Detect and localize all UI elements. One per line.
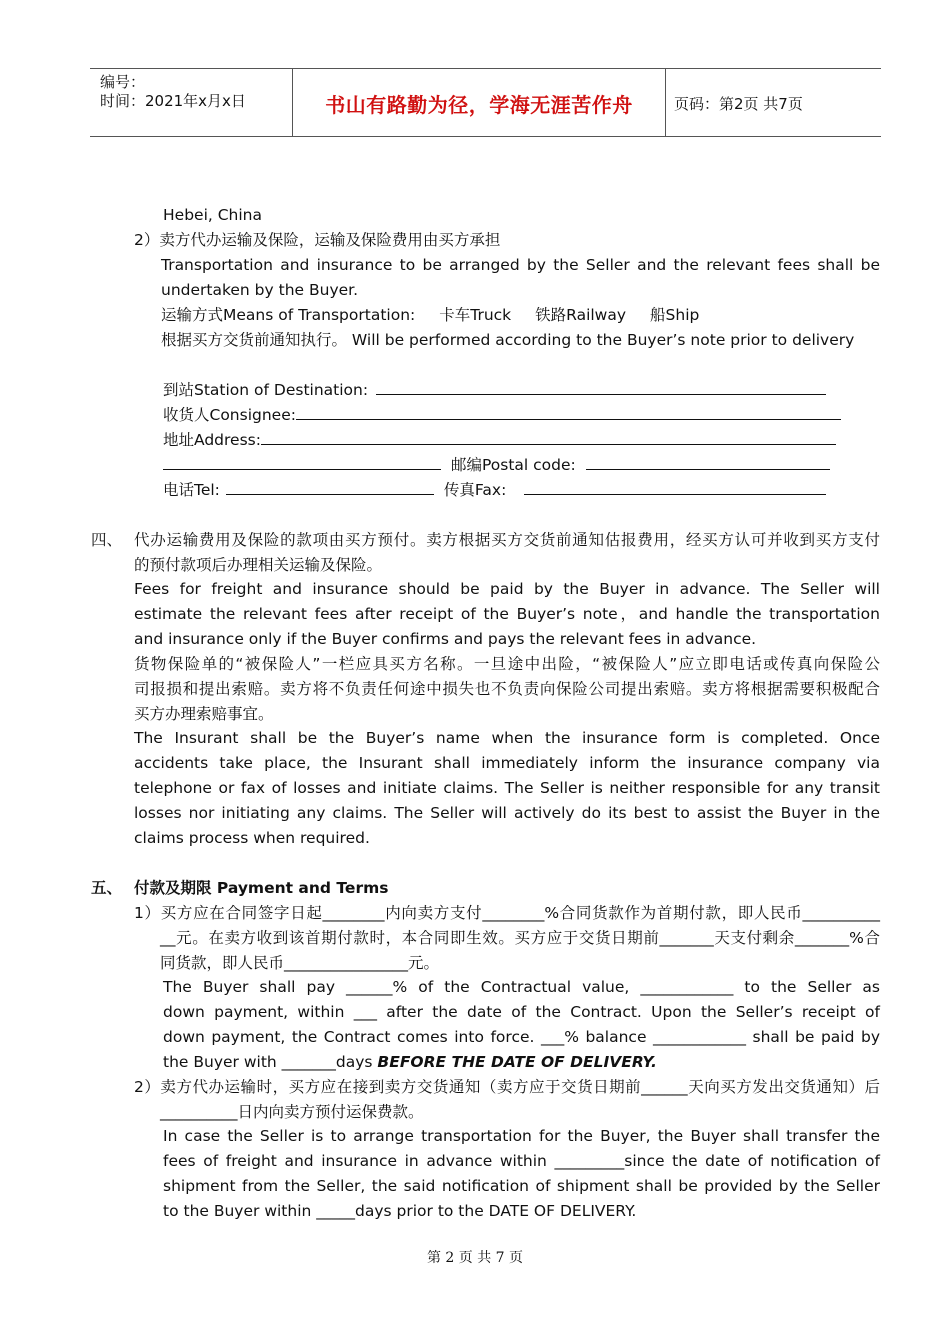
address-label: 地址Address:: [163, 431, 261, 449]
sec4-en-4: The Insurant shall be the Buyer’s name when the insurance form is completed. Once: [134, 729, 880, 747]
tel-blank[interactable]: [226, 480, 434, 495]
sec4-cn-2: 的预付款项后办理相关运输及保险。: [134, 556, 383, 574]
sec5-i2-cn-2: __________日内向卖方预付运保费款。: [160, 1103, 424, 1121]
motto: 书山有路勤为径，学海无涯苦作舟: [325, 93, 633, 117]
fax-blank[interactable]: [524, 480, 826, 495]
option-ship[interactable]: 船Ship: [650, 306, 700, 324]
tel-fax-field: [163, 480, 826, 500]
time-label: 时间：2021年x月x日: [100, 92, 246, 110]
sec5-i1-en-4-emphasis: BEFORE THE DATE OF DELIVERY.: [377, 1053, 657, 1071]
means-label: 运输方式Means of Transportation:: [161, 306, 416, 324]
station-label: 到站Station of Destination:: [163, 381, 369, 399]
sec5-i2-en-1: In case the Seller is to arrange transportation for the Buyer, the Buyer shall transfer the: [163, 1127, 880, 1145]
page-footer: 第 2 页 共 7 页: [426, 1250, 524, 1266]
station-blank[interactable]: [376, 380, 826, 395]
sec4-en-8: claims process when required.: [134, 829, 370, 847]
postal-label: 邮编Postal code:: [451, 456, 576, 474]
buyer-note-line: 根据买方交货前通知执行。 Will be performed according to the Buyer’s note prior to delivery: [161, 331, 855, 349]
address-line-hebei: Hebei, China: [163, 206, 263, 224]
fax-label: 传真Fax:: [443, 481, 507, 499]
address-blank-2[interactable]: [163, 455, 441, 470]
header-middle-cell: [293, 69, 666, 136]
postal-field: [163, 455, 830, 475]
consignee-blank[interactable]: [296, 405, 841, 420]
header-right-cell: [666, 69, 881, 136]
sec5-i1-en-4-text: the Buyer with _______days: [163, 1053, 373, 1071]
sec5-i1-en-3: down payment, the Contract comes into force. ___% balance ____________ shall be paid by: [163, 1028, 880, 1046]
sec5-title: 付款及期限 Payment and Terms: [134, 879, 389, 897]
consignee-field: [163, 405, 841, 425]
item2-en-1: Transportation and insurance to be arranged by the Seller and the relevant fees shall be: [161, 256, 880, 274]
consignee-label: 收货人Consignee:: [163, 406, 296, 424]
postal-blank[interactable]: [586, 455, 830, 470]
sec4-en-7: losses nor initiating any claims. The Seller will actively do its best to assist the Buyer in the: [134, 804, 880, 822]
page-header: [90, 68, 881, 137]
tel-label: 电话Tel:: [163, 481, 220, 499]
item2-en-2: undertaken by the Buyer.: [161, 281, 359, 299]
address-field: [163, 430, 836, 450]
sec5-i1-cn-3: 同货款，即人民币________________元。: [160, 954, 440, 972]
sec4-cn-1: 代办运输费用及保险的款项由买方预付。卖方根据买方交货前通知估报费用，经买方认可并收到买方支付: [134, 531, 880, 549]
header-left-cell: [90, 69, 293, 136]
sec5-i2-en-3: shipment from the Seller, the said notification of shipment shall be provided by the Seller: [163, 1177, 880, 1195]
sec4-en-6: telephone or fax of losses and initiate claims. The Seller is neither responsible for any transit: [134, 779, 880, 797]
code-label: 编号：: [100, 73, 146, 91]
sec4-number: 四、: [91, 531, 123, 549]
sec5-i2-cn-1: 2）卖方代办运输时，买方应在接到卖方交货通知（卖方应于交货日期前______天向买方发出交货通知）后: [134, 1078, 880, 1096]
sec4-en-3: and insurance only if the Buyer confirms and pays the relevant fees in advance.: [134, 630, 757, 648]
item2-cn: 2）卖方代办运输及保险，运输及保险费用由买方承担: [134, 231, 501, 249]
sec4-cn-5: 买方办理索赔事宜。: [134, 705, 274, 723]
sec5-i1-en-2: down payment, within ___ after the date of the Contract. Upon the Seller’s receipt of: [163, 1003, 880, 1021]
address-blank[interactable]: [261, 430, 836, 445]
station-field: [163, 380, 826, 400]
sec5-i1-cn-1: 1）买方应在合同签字日起________内向卖方支付________%合同货款作为首期付款，即人民币__________: [134, 904, 880, 922]
sec5-i1-en-1: The Buyer shall pay ______% of the Contractual value, ____________ to the Seller as: [163, 978, 880, 996]
sec5-i2-en-2: fees of freight and insurance in advance within _________since the date of notification of: [163, 1152, 880, 1170]
sec5-i1-cn-2: __元。在卖方收到该首期付款时，本合同即生效。买方应于交货日期前_______天支付剩余_______%合: [160, 929, 880, 947]
page-label: 页码：第2页 共7页: [674, 95, 803, 113]
sec5-i2-en-4: to the Buyer within _____days prior to the DATE OF DELIVERY.: [163, 1202, 637, 1220]
option-truck[interactable]: 卡车Truck: [439, 306, 512, 324]
sec4-en-2: estimate the relevant fees after receipt of the Buyer’s note，and handle the transportation: [134, 605, 880, 623]
option-railway[interactable]: 铁路Railway: [535, 306, 627, 324]
sec4-en-5: accidents take place, the Insurant shall immediately inform the insurance company via: [134, 754, 880, 772]
sec4-cn-4: 司报损和提出索赔。卖方将不负责任何途中损失也不负责向保险公司提出索赔。卖方将根据需要积极配合: [134, 680, 880, 698]
sec5-i1-en-4: [163, 1052, 657, 1072]
sec4-cn-3: 货物保险单的“被保险人”一栏应具买方名称。一旦途中出险，“被保险人”应立即电话或传真向保险公: [134, 655, 880, 673]
sec5-number: 五、: [91, 879, 123, 897]
means-of-transportation: [161, 305, 699, 325]
sec4-en-1: Fees for freight and insurance should be paid by the Buyer in advance. The Seller will: [134, 580, 880, 598]
